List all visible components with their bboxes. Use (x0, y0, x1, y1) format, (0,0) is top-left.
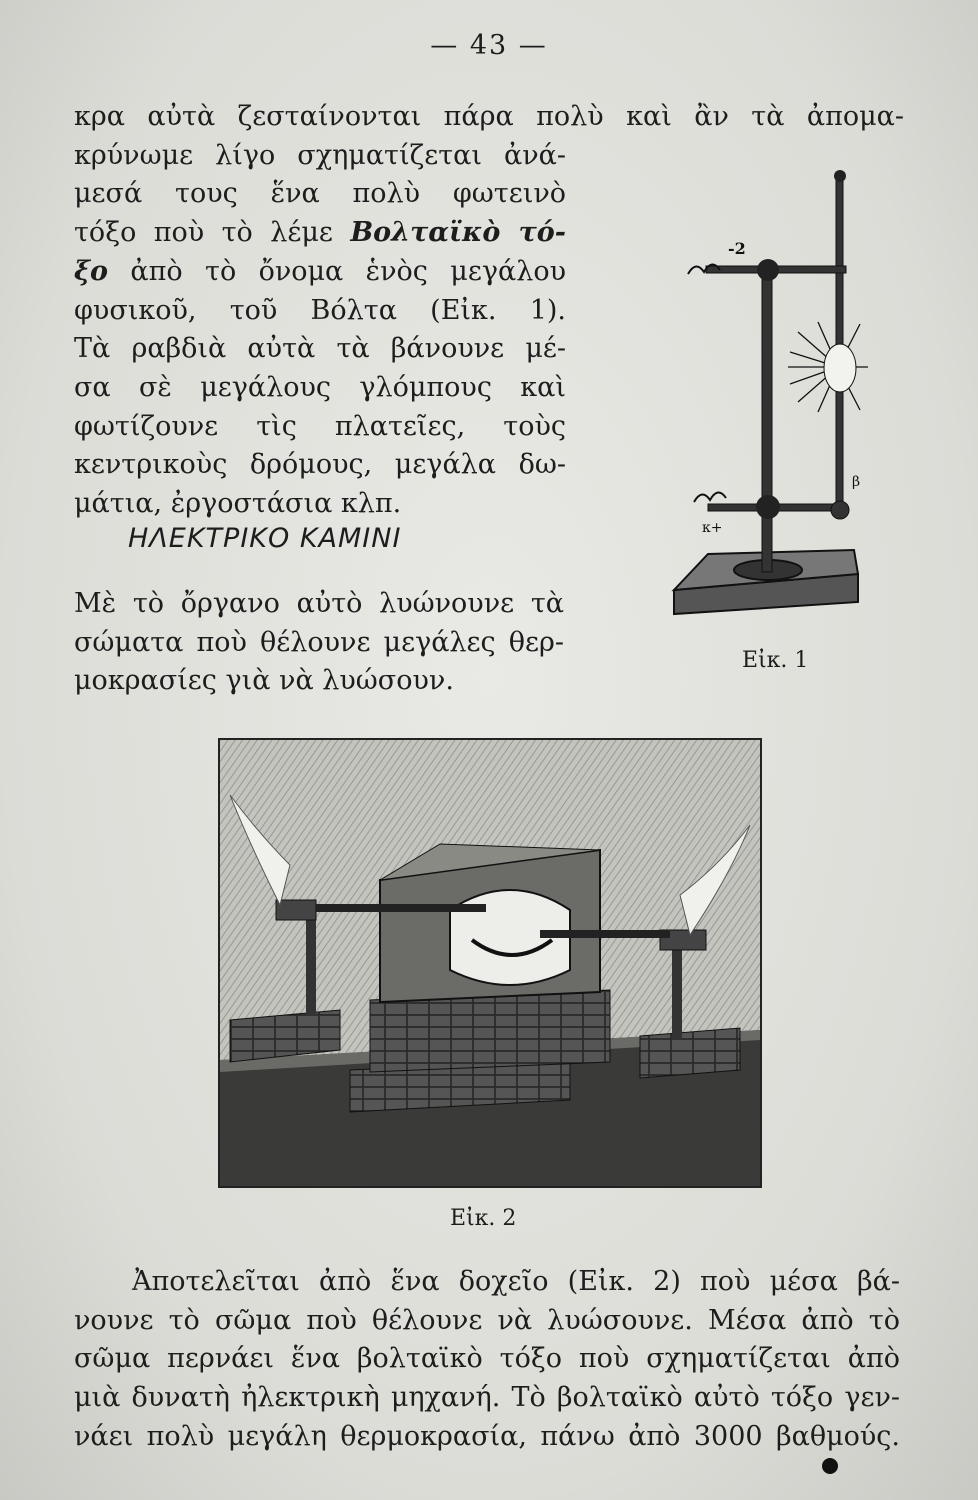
text-line: μιὰ δυνατὴ ἠλεκτρικὴ μηχανή. Τὸ βολταϊκὸ αὐτὸ τόξο γεν- (74, 1382, 900, 1414)
arc-lamp-illustration (668, 162, 868, 622)
text-line: κεντρικοὺς δρόμους, μεγάλα δω- (74, 449, 566, 481)
figure-2-caption: Εἰκ. 2 (450, 1206, 517, 1231)
text-fragment: τόξο ποὺ τὸ λέμε (74, 217, 333, 249)
figure-1-caption: Εἰκ. 1 (742, 648, 809, 673)
section-title: ΗΛΕΚΤΡΙΚΟ ΚΑΜΙΝΙ (128, 523, 402, 554)
figure-1-label-bottom: κ+ (702, 520, 723, 536)
text-fragment: ἀπὸ τὸ ὄνομα ἑνὸς μεγάλου (108, 255, 566, 287)
text-line: μάτια, ἐργοστάσια κλπ. (74, 488, 402, 520)
furnace-illustration (220, 740, 760, 1186)
figure-2-electric-furnace (218, 738, 762, 1188)
text-line (74, 253, 566, 292)
text-line: φωτίζουνε τὶς πλατεῖες, τοὺς (74, 410, 566, 442)
text-line: Ἀποτελεῖται ἀπὸ ἕνα δοχεῖο (Εἰκ. 2) ποὺ μέσα βά- (132, 1266, 900, 1297)
term-voltaic-arc: Βολταϊκὸ τό- (350, 217, 566, 249)
text-line: μεσά τους ἕνα πολὺ φωτεινὸ (74, 178, 566, 210)
text-line: φυσικοῦ, τοῦ Βόλτα (Εἰκ. 1). (74, 294, 566, 326)
figure-1-arc-lamp (668, 162, 868, 622)
intro-paragraph (74, 98, 904, 524)
text-line: Μὲ τὸ ὄργανο αὐτὸ λυώνουνε τὰ (74, 588, 564, 619)
text-line: κρα αὐτὰ ζεσταίνονται πάρα πολὺ καὶ ἂν τὰ ἀπομα- (74, 101, 904, 132)
term-suffix: ξο (74, 255, 109, 287)
text-line: Τὰ ραβδιὰ αὐτὰ τὰ βάνουνε μέ- (74, 333, 566, 365)
text-line: σα σὲ μεγάλους γλόμπους καὶ (74, 371, 566, 403)
furnace-paragraph (74, 585, 564, 701)
text-line: σῶμα περνάει ἕνα βολταϊκὸ τόξο ποὺ σχηματίζεται ἀπὸ (74, 1343, 900, 1375)
text-line: νουνε τὸ σῶμα ποὺ θέλουνε νὰ λυώσουνε. Μέσα ἀπὸ τὸ (74, 1304, 900, 1336)
page-number: — 43 — (430, 30, 548, 61)
figure-1-label-side: β (852, 474, 861, 490)
text-line: νάει πολὺ μεγάλη θερμοκρασία, πάνω ἀπὸ 3000 βαθμούς. (74, 1420, 900, 1452)
text-line-with-term (74, 214, 566, 253)
text-line: κρύνωμε λίγο σχηματίζεται ἀνά- (74, 139, 566, 171)
text-line: μοκρασίες γιὰ νὰ λυώσουν. (74, 665, 454, 697)
figure-1-label-top: -2 (728, 239, 746, 258)
furnace-description (74, 1263, 900, 1457)
ink-dot (822, 1458, 838, 1474)
text-line: σώματα ποὺ θέλουνε μεγάλες θερ- (74, 626, 564, 658)
